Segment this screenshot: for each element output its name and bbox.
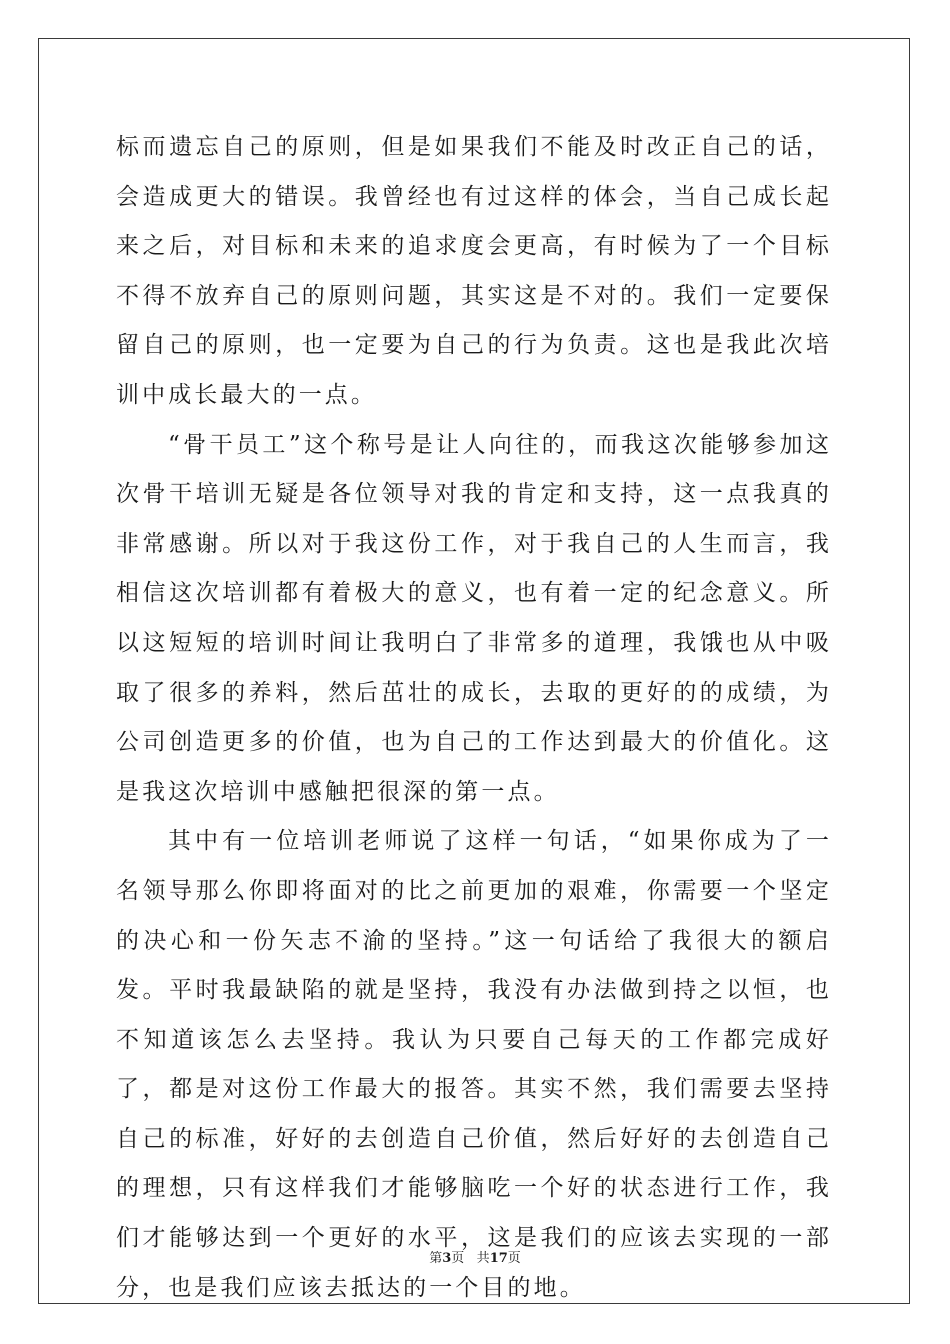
- paragraph-2: “骨干员工”这个称号是让人向往的，而我这次能够参加这次骨干培训无疑是各位领导对我的肯定和支持，这一点我真的非常感谢。所以对于我这份工作，对于我自己的人生而言，我相信这次培训都有着极大的意义，也有着一定的纪念意义。所以这短短的培训时间让我明白了非常多的道理，我饿也从中吸取了很多的养料，然后茁壮的成长，去取的更好的的成绩，为公司创造更多的价值，也为自己的工作达到最大的价值化。这是我这次培训中感触把很深的第一点。: [116, 431, 832, 805]
- total-suffix: 页: [507, 1251, 521, 1266]
- document-body: [116, 123, 832, 1313]
- page-current: 3: [442, 1251, 452, 1266]
- page-prefix: 第: [429, 1251, 443, 1266]
- paragraph-1: 标而遗忘自己的原则，但是如果我们不能及时改正自己的话，会造成更大的错误。我曾经也有过这样的体会，当自己成长起来之后，对目标和未来的追求度会更高，有时候为了一个目标不得不放弃自己的原则问题，其实这是不对的。我们一定要保留自己的原则，也一定要为自己的行为负责。这也是我此次培训中成长最大的一点。: [116, 134, 832, 408]
- paragraph-3: 其中有一位培训老师说了这样一句话，“如果你成为了一名领导那么你即将面对的比之前更加的艰难，你需要一个坚定的决心和一份矢志不渝的坚持。”这一句话给了我很大的额启发。平时我最缺陷的就是坚持，我没有办法做到持之以恒，也不知道该怎么去坚持。我认为只要自己每天的工作都完成好了，都是对这份工作最大的报答。其实不然，我们需要去坚持自己的标准，好好的去创造自己价值，然后好好的去创造自己的理想，只有这样我们才能够脑吃一个好的状态进行工作，我们才能够达到一个更好的水平，这是我们的应该去实现的一部分，也是我们应该去抵达的一个目的地。: [116, 828, 832, 1301]
- page-suffix: 页: [451, 1251, 465, 1266]
- total-prefix: 共: [476, 1251, 490, 1266]
- page-total: 17: [489, 1251, 508, 1266]
- page-footer: [0, 1247, 950, 1266]
